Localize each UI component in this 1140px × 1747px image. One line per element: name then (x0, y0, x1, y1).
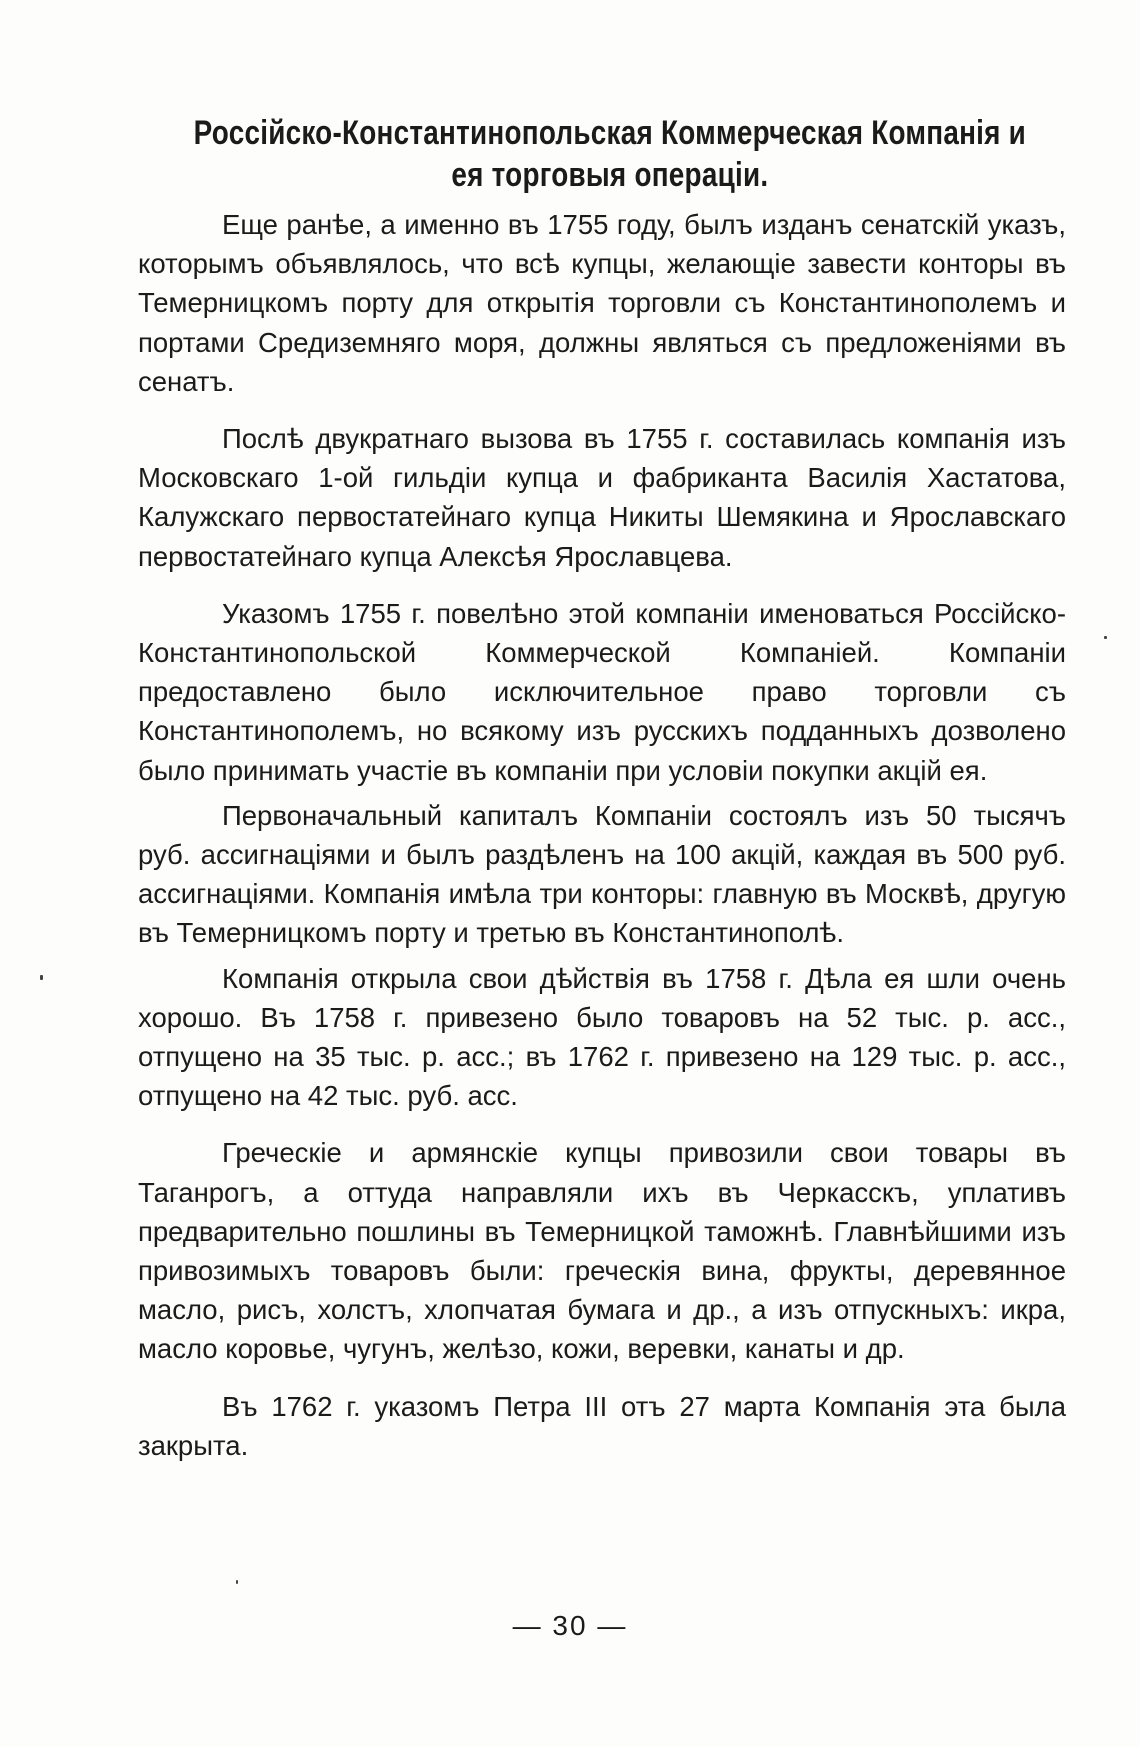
body-text (138, 205, 1066, 1465)
paragraph-6: Греческiе и армянскiе купцы привозили свои товары въ Таганрогъ, а оттуда направляли ихъ въ Черкасскъ, уплативъ предварительно пошлины въ Темерницкой таможнѣ. Главнѣйшими изъ привозимыхъ товаровъ были: греческiя вина, фрукты, деревянное масло, рисъ, холстъ, хлопчатая бумага и др., а изъ отпускныхъ: икра, масло коровье, чугунъ, желѣзо, кожи, веревки, канаты и др. (138, 1137, 1066, 1365)
title-line-1: Россiйско-Константинопольская Коммерческая Компанiя и (193, 114, 1027, 152)
print-speck (40, 975, 43, 980)
paragraph-5: Компанiя открыла свои дѣйствiя въ 1758 г. Дѣла ея шли очень хорошо. Въ 1758 г. привезено было товаровъ на 52 тыс. р. асс., отпущено на 35 тыс. р. асс.; въ 1762 г. привезено на 129 тыс. р. асс., отпущено на 42 тыс. руб. асс. (138, 962, 1066, 1112)
page-number: — 30 — (512, 1610, 628, 1641)
print-speck (236, 1580, 238, 1584)
paragraph-1: Еще ранѣе, а именно въ 1755 году, былъ изданъ сенатскiй указъ, которымъ объявлялось, что всѣ купцы, желающiе завести конторы въ Темерницкомъ порту для открытiя торговли съ Константинополемъ и портами Средиземняго моря, должны являться съ предложенiями въ сенатъ. (138, 209, 1066, 397)
paragraph-4: Первоначальный капиталъ Компанiи состоялъ изъ 50 тысячъ руб. ассигнацiями и былъ раздѣленъ на 100 акцiй, каждая въ 500 руб. ассигнацiями. Компанiя имѣла три конторы: главную въ Москвѣ, другую въ Темерницкомъ порту и третью въ Константинополѣ. (138, 799, 1066, 949)
paragraph-3: Указомъ 1755 г. повелѣно этой компанiи именоваться Россiйско-Константинопольской Коммерческой Компанiей. Компанiи предоставлено было исключительное право торговли съ Константинополемъ, но всякому изъ русскихъ подданныхъ дозволено было принимать участiе въ компанiи при условiи покупки акцiй ея. (138, 597, 1066, 786)
paragraph-2: Послѣ двукратнаго вызова въ 1755 г. составилась компанiя изъ Московскаго 1-ой гильдiи купца и фабриканта Василiя Хастатова, Калужскаго первостатейнаго купца Никиты Шемякина и Ярославскаго первостатейнаго купца Алексѣя Ярославцева. (138, 423, 1066, 572)
print-speck (1104, 636, 1107, 639)
title-line-2: ея торговыя операцiи. (451, 156, 769, 194)
paragraph-7: Въ 1762 г. указомъ Петра III отъ 27 марта Компанiя эта была закрыта. (138, 1390, 1066, 1461)
page-title (140, 112, 1080, 196)
